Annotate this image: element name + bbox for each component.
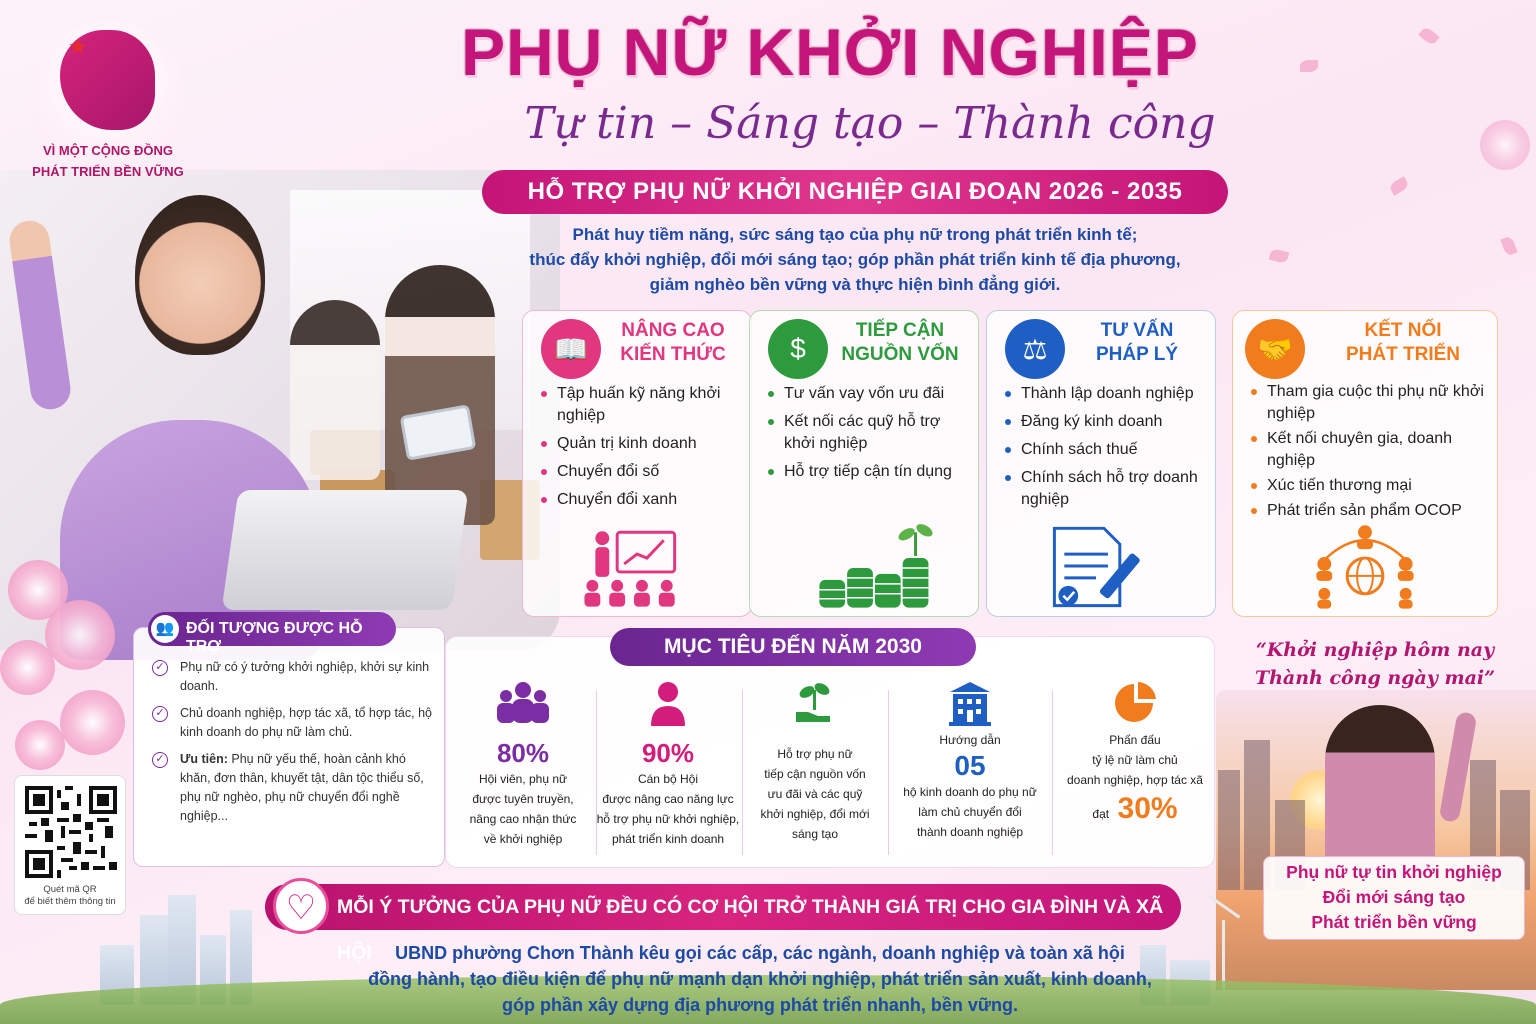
scales-icon: ⚖ (1005, 319, 1065, 379)
target-text (448, 769, 598, 849)
target-text (588, 769, 748, 849)
slogan-line: Phát triển bền vững (1311, 912, 1477, 932)
star-icon: ★ (68, 34, 88, 59)
priority-text: Phụ nữ yếu thế, hoàn cảnh khó khăn, đơn thân, khuyết tật, dân tộc thiểu số, phụ nữ nghèo, phụ nữ chuyển đổi nghề nghiệp... (180, 752, 424, 823)
qr-caption-line: để biết thêm thông tin (24, 896, 116, 907)
priority-label: Ưu tiên: (180, 752, 228, 766)
target-text-line: làm chủ chuyển đổi (918, 805, 1022, 819)
target-pre-text: Phấn đấu (1109, 733, 1161, 747)
pillar-title (603, 319, 743, 367)
logo-line2: PHÁT TRIỂN BỀN VỮNG (32, 164, 184, 179)
blossom-decoration (60, 690, 125, 755)
beneficiary-item (152, 704, 437, 742)
colleague-image (290, 300, 380, 480)
pillar-title-line: KẾT NỐI (1364, 320, 1442, 341)
list-item: Xúc tiến thương mại (1249, 475, 1489, 497)
target-text-line: tỷ lệ nữ làm chủ (1092, 753, 1178, 767)
list-item: Hỗ trợ tiếp cận tín dụng (766, 461, 971, 483)
check-icon: ✓ (152, 706, 168, 722)
list-item: Tham gia cuộc thi phụ nữ khởi nghiệp (1249, 381, 1489, 425)
list-item: Kết nối chuyên gia, doanh nghiệp (1249, 428, 1489, 472)
laptop-image (222, 490, 469, 610)
blossom-decoration (45, 600, 115, 670)
target-text-line: phát triển kinh doanh (611, 832, 725, 846)
list-item: Thành lập doanh nghiệp (1003, 383, 1208, 405)
intro-line: giảm nghèo bền vững và thực hiện bình đẳng giới. (649, 275, 1061, 294)
target-post-text: đạt (1092, 807, 1110, 821)
people-icon: 👥 (151, 615, 179, 643)
heart-icon: ♡ (273, 878, 329, 934)
target-value: 80% (496, 738, 550, 768)
program-period-banner: HỖ TRỢ PHỤ NỮ KHỞI NGHIỆP GIAI ĐOẠN 2026 - 2035 (482, 170, 1228, 214)
pillar-list (1003, 383, 1208, 517)
column-divider (1052, 690, 1053, 855)
target-text (890, 782, 1050, 842)
money-hand-icon: $ (768, 319, 828, 379)
list-item: Đăng ký kinh doanh (1003, 411, 1208, 433)
quote-text (1230, 636, 1520, 692)
list-item: Quản trị kinh doanh (539, 433, 744, 455)
target-text-line: hộ kinh doanh do phụ nữ (903, 785, 1037, 799)
list-item: Kết nối các quỹ hỗ trợ khởi nghiệp (766, 411, 971, 455)
target-item (742, 680, 888, 844)
list-item: Tập huấn kỹ năng khởi nghiệp (539, 383, 744, 427)
handshake-icon: 🤝 (1245, 319, 1305, 379)
blossom-decoration (1480, 120, 1530, 170)
target-text-line: ưu đãi và các quỹ (767, 787, 863, 801)
target-text-line: về khởi nghiệp (483, 832, 563, 846)
pillar-title-line: TIẾP CẬN (855, 320, 945, 341)
target-value: 30% (1117, 792, 1178, 825)
target-item (588, 680, 748, 849)
target-text-line: hỗ trợ phụ nữ khởi nghiệp, (596, 812, 740, 826)
pillar-card-legal (986, 310, 1216, 617)
list-item: Chuyển đổi xanh (539, 489, 744, 511)
target-text-line: khởi nghiệp, đổi mới (760, 807, 870, 821)
qr-caption (14, 884, 126, 908)
pillar-title-line: PHÁP LÝ (1095, 344, 1178, 365)
businesswoman-face-image (135, 195, 265, 355)
beneficiary-text: Chủ doanh nghiệp, hợp tác xã, tổ hợp tác, hộ kinh doanh do phụ nữ làm chủ. (180, 706, 432, 739)
qr-code-icon[interactable] (25, 786, 117, 878)
book-icon: 📖 (541, 319, 601, 379)
target-text (742, 744, 888, 844)
page-subtitle: Tự tin – Sáng tạo – Thành công (524, 98, 1216, 149)
woman-icon (588, 680, 748, 726)
pillar-list (1249, 381, 1489, 525)
target-text-line: Cán bộ Hội (637, 772, 699, 786)
pillar-title (1067, 319, 1207, 367)
list-item: Chính sách hỗ trợ doanh nghiệp (1003, 467, 1208, 511)
targets-heading: MỤC TIÊU ĐẾN NĂM 2030 (610, 628, 976, 666)
beneficiary-text: Phụ nữ có ý tưởng khởi nghiệp, khởi sự kinh doanh. (180, 660, 430, 693)
pillar-list (539, 383, 744, 517)
beneficiaries-heading (148, 612, 396, 655)
group-icon (448, 680, 598, 726)
target-text-line: được tuyên truyền, (472, 792, 574, 806)
slogan-line: Đổi mới sáng tạo (1322, 887, 1466, 907)
target-text-line: Hội viên, phụ nữ (478, 772, 568, 786)
target-value: 05 (954, 750, 986, 781)
quote-line: “Khởi nghiệp hôm nay (1255, 639, 1495, 661)
slogan-box (1263, 856, 1525, 940)
target-text-line: thành doanh nghiệp (916, 825, 1024, 839)
pillar-title-line: PHÁT TRIỂN (1346, 344, 1460, 365)
pillar-card-connect (1232, 310, 1498, 617)
target-value-row (1055, 792, 1215, 826)
closing-text (330, 940, 1190, 1018)
target-text-line: Hỗ trợ phụ nữ (777, 747, 853, 761)
colleague-image (385, 265, 495, 525)
intro-text (500, 222, 1210, 297)
closing-line: góp phần xây dựng địa phương phát triển nhanh, bền vững. (502, 995, 1018, 1015)
pillar-title-line: NÂNG CAO (621, 320, 725, 341)
target-item (448, 680, 598, 849)
target-text-line: tiếp cận nguồn vốn (764, 767, 866, 781)
beneficiaries-title: ĐỐI TƯỢNG ĐƯỢC HỖ TRỢ (186, 620, 363, 655)
target-text-line: doanh nghiệp, hợp tác xã (1067, 773, 1203, 787)
qr-caption-line: Quét mã QR (43, 884, 97, 895)
target-value: 90% (641, 738, 695, 768)
pie-icon (1055, 680, 1215, 726)
quote-line: Thành công ngày mai” (1254, 667, 1496, 689)
petal-decoration (1300, 60, 1318, 72)
target-text-line: sáng tạo (791, 827, 839, 841)
petal-decoration (1418, 26, 1440, 47)
list-item: Phát triển sản phẩm OCOP (1249, 500, 1489, 522)
list-item: Chuyển đổi số (539, 461, 744, 483)
pillar-card-knowledge (522, 310, 752, 617)
banner-text: MỖI Ý TƯỞNG CỦA PHỤ NỮ ĐỀU CÓ CƠ HỘI TRỞ THÀNH GIÁ TRỊ CHO GIA ĐÌNH VÀ XÃ HỘI (337, 896, 1164, 964)
target-item (890, 680, 1050, 842)
plant-hand-icon (742, 680, 888, 726)
building-icon (890, 680, 1050, 726)
slogan-line: Phụ nữ tự tin khởi nghiệp (1286, 862, 1502, 882)
logo-line1: VÌ MỘT CỘNG ĐỒNG (43, 143, 173, 158)
list-item: Chính sách thuế (1003, 439, 1208, 461)
page-title: PHỤ NỮ KHỞI NGHIỆP (461, 15, 1199, 89)
skyscraper-image (1218, 770, 1240, 890)
pillar-title (1313, 319, 1493, 367)
beneficiary-item (152, 658, 437, 696)
target-item (1055, 680, 1215, 826)
column-divider (888, 690, 889, 855)
training-presentation-icon (523, 520, 751, 610)
pillar-card-capital (749, 310, 979, 617)
closing-line: UBND phường Chơn Thành kêu gọi các cấp, các ngành, doanh nghiệp và toàn xã hội (395, 943, 1125, 963)
pillar-title-line: NGUỒN VỐN (841, 344, 959, 365)
target-text-line: nâng cao nhận thức (469, 812, 577, 826)
blossom-decoration (15, 720, 65, 770)
petal-decoration (1269, 248, 1289, 264)
list-item: Tư vấn vay vốn ưu đãi (766, 383, 971, 405)
petal-decoration (1388, 176, 1410, 195)
blossom-decoration (0, 640, 55, 695)
intro-line: Phát huy tiềm năng, sức sáng tạo của phụ nữ trong phát triển kinh tế; (572, 225, 1138, 244)
pillar-title (830, 319, 970, 367)
check-icon: ✓ (152, 660, 168, 676)
cheering-woman-image (1325, 705, 1435, 875)
check-icon: ✓ (152, 752, 168, 768)
closing-line: đồng hành, tạo điều kiện để phụ nữ mạnh dạn khởi nghiệp, phát triển sản xuất, kinh doanh, (368, 969, 1152, 989)
pillar-list (766, 383, 971, 489)
petal-decoration (1500, 235, 1517, 256)
beneficiary-priority (152, 750, 437, 826)
target-pre-text: Hướng dẫn (939, 733, 1001, 747)
network-globe-icon (1233, 520, 1497, 610)
intro-line: thúc đẩy khởi nghiệp, đổi mới sáng tạo; góp phần phát triển kinh tế địa phương, (529, 250, 1181, 269)
target-text-line: được nâng cao năng lực (602, 792, 734, 806)
pillar-title-line: TƯ VẤN (1100, 320, 1174, 341)
target-text (1055, 750, 1215, 790)
coin-stack-plant-icon (750, 520, 978, 610)
pillar-title-line: KIẾN THỨC (620, 344, 726, 365)
beneficiaries-panel (133, 627, 445, 867)
document-pen-icon (987, 520, 1215, 610)
